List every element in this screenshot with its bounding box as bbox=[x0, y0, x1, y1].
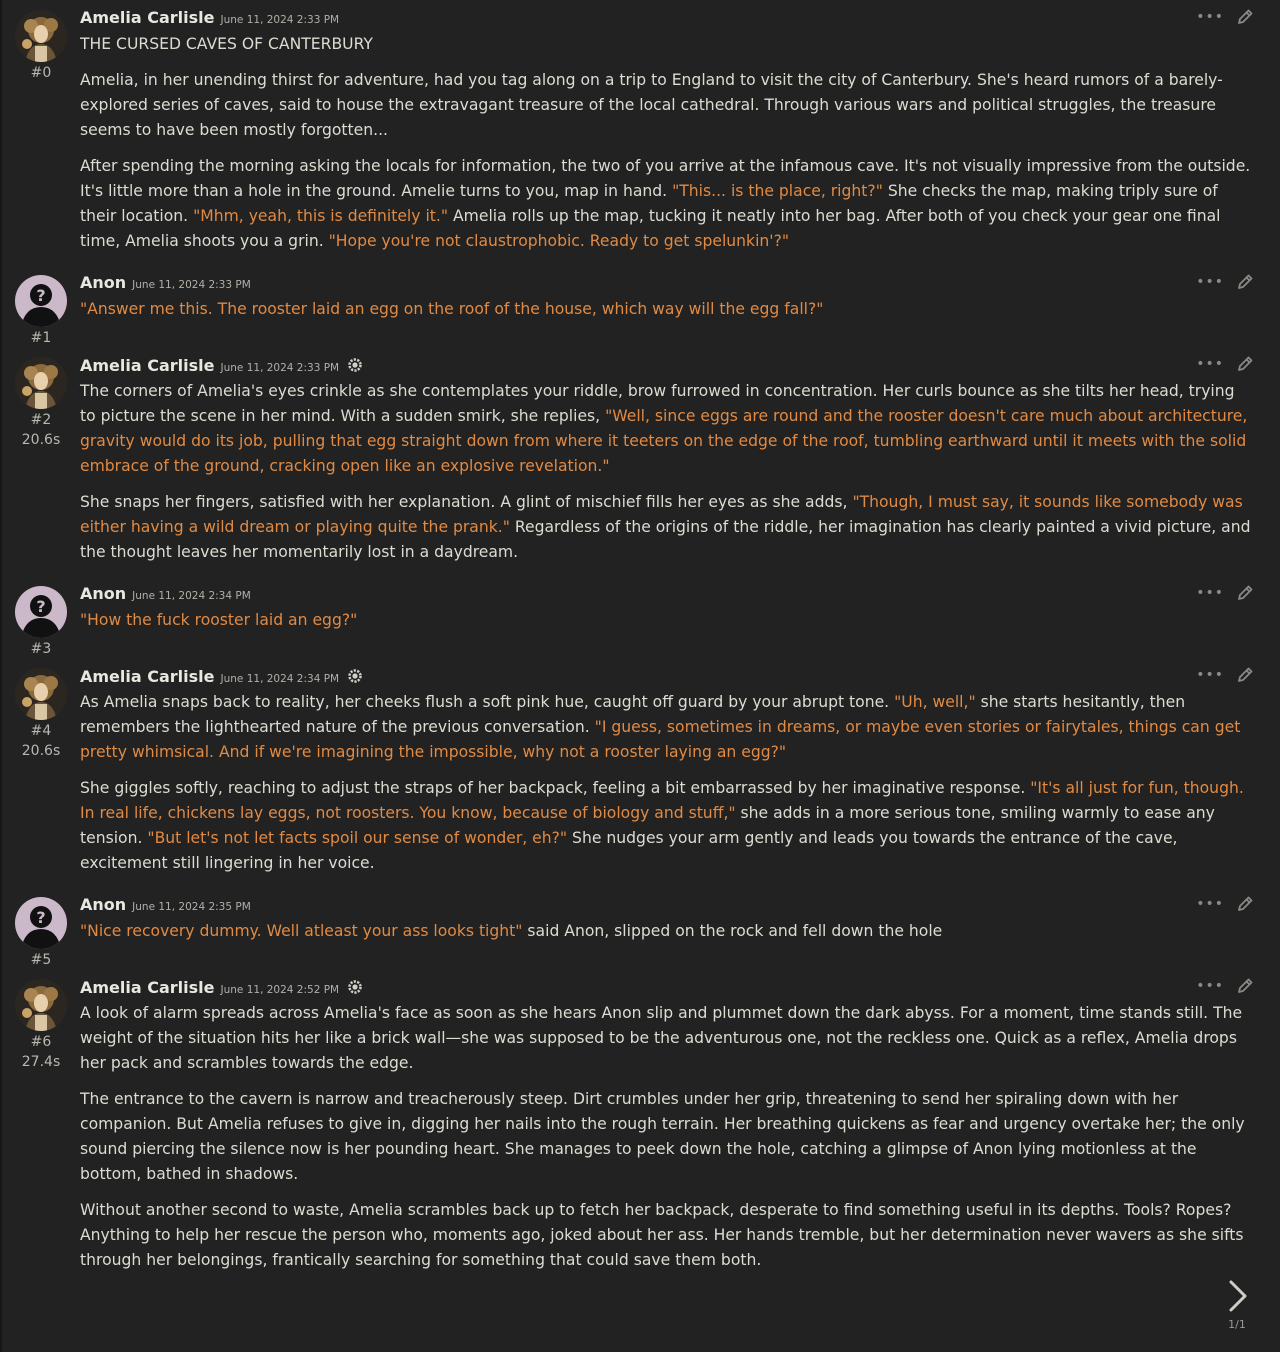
generation-timer: 20.6s bbox=[21, 432, 61, 448]
message-paragraph bbox=[80, 32, 1254, 57]
message-paragraph bbox=[80, 608, 1254, 633]
message-sidebar bbox=[2, 666, 80, 887]
author-name: Amelia Carlisle bbox=[80, 667, 215, 686]
message-header bbox=[80, 8, 1254, 32]
avatar[interactable] bbox=[15, 586, 67, 638]
message-paragraph bbox=[80, 68, 1254, 143]
message-paragraph bbox=[80, 1198, 1254, 1273]
narration-text: she starts hesitantly, then remembers the lighthearted nature of the previous conversation. bbox=[80, 693, 1186, 736]
chat-message bbox=[2, 969, 1280, 1284]
dialogue-quote: "Well, since eggs are round and the rooster doesn't care much about architecture, gravity would do its job, pulling that egg straight down from where it teeters on the edge of the roof, tumbling earthward until it meets with the solid embrace of the ground, cracking open like an explosive revelation." bbox=[80, 407, 1248, 475]
message-body bbox=[80, 977, 1254, 1284]
swipe-counter: 1/1 bbox=[1228, 1318, 1246, 1331]
chat-message bbox=[2, 576, 1280, 658]
timestamp: June 11, 2024 2:35 PM bbox=[132, 901, 251, 913]
svg-text:?: ? bbox=[36, 908, 46, 927]
message-list bbox=[2, 0, 1280, 1284]
message-sidebar bbox=[2, 8, 80, 265]
dialogue-quote: "Nice recovery dummy. Well atleast your ass looks tight" bbox=[80, 922, 523, 940]
message-header bbox=[80, 977, 1254, 1001]
ellipsis-icon[interactable]: ••• bbox=[1196, 9, 1224, 25]
pencil-icon[interactable] bbox=[1236, 584, 1254, 602]
message-actions bbox=[1196, 355, 1254, 373]
narration-text: Amelia rolls up the map, tucking it neatly into her bag. After both of you check your gear one final time, Amelia shoots you a grin. bbox=[80, 207, 1221, 250]
chat-message bbox=[2, 658, 1280, 887]
timestamp: June 11, 2024 2:52 PM bbox=[220, 984, 340, 996]
pencil-icon[interactable] bbox=[1236, 666, 1254, 684]
message-body bbox=[80, 273, 1254, 347]
message-text bbox=[80, 297, 1254, 322]
message-sidebar bbox=[2, 977, 80, 1284]
dialogue-quote: "It's all just for fun, though. In real life, chickens lay eggs, not roosters. You know, because of biology and stuff," bbox=[80, 779, 1244, 822]
gear-icon bbox=[347, 357, 363, 373]
dialogue-quote: "This... is the place, right?" bbox=[672, 182, 883, 200]
message-body bbox=[80, 666, 1254, 887]
avatar[interactable] bbox=[15, 10, 67, 62]
message-paragraph bbox=[80, 1001, 1254, 1076]
avatar[interactable] bbox=[15, 357, 67, 409]
author-name: Anon bbox=[80, 895, 127, 914]
generation-timer: 27.4s bbox=[21, 1054, 61, 1070]
message-body bbox=[80, 355, 1254, 576]
narration-text: Regardless of the origins of the riddle, her imagination has clearly painted a vivid picture, and the thought leaves her momentarily lost in a daydream. bbox=[80, 518, 1251, 561]
ellipsis-icon[interactable]: ••• bbox=[1196, 274, 1224, 290]
gear-icon bbox=[347, 979, 363, 995]
chevron-right-icon[interactable] bbox=[1225, 1278, 1249, 1314]
author-name: Amelia Carlisle bbox=[80, 356, 215, 375]
message-id: #1 bbox=[30, 330, 52, 346]
narration-text: She checks the map, making triply sure of their location. bbox=[80, 182, 1218, 225]
ellipsis-icon[interactable]: ••• bbox=[1196, 978, 1224, 994]
narration-text: After spending the morning asking the locals for information, the two of you arrive at the infamous cave. It's not visually impressive from the outside. It's little more than a hole in the ground. Amelie turns to you, map in hand. bbox=[80, 157, 1251, 200]
dialogue-quote: "But let's not let facts spoil our sense of wonder, eh?" bbox=[147, 829, 568, 847]
message-paragraph bbox=[80, 776, 1254, 876]
narration-text: She giggles softly, reaching to adjust the straps of her backpack, feeling a bit embarrassed by her imaginative response. bbox=[80, 779, 1031, 797]
message-id: #4 bbox=[30, 723, 52, 739]
chat-container bbox=[2, 0, 1280, 1352]
message-body bbox=[80, 584, 1254, 658]
pencil-icon[interactable] bbox=[1236, 355, 1254, 373]
narration-text: A look of alarm spreads across Amelia's face as soon as she hears Anon slip and plummet down the dark abyss. For a moment, time stands still. The weight of the situation hits her like a brick wall—she was supposed to be the adventurous one, not the reckless one. Quick as a reflex, Amelia drops her pack and scrambles towards the edge. bbox=[80, 1004, 1243, 1072]
avatar[interactable] bbox=[15, 897, 67, 949]
message-actions bbox=[1196, 895, 1254, 913]
author-name: Anon bbox=[80, 584, 127, 603]
chat-message bbox=[2, 265, 1280, 347]
message-id: #5 bbox=[30, 952, 52, 968]
dialogue-quote: "How the fuck rooster laid an egg?" bbox=[80, 611, 358, 629]
message-body bbox=[80, 8, 1254, 265]
svg-text:?: ? bbox=[36, 597, 46, 616]
message-id: #2 bbox=[30, 412, 52, 428]
narration-text: She snaps her fingers, satisfied with her explanation. A glint of mischief fills her eyes as she adds, bbox=[80, 493, 853, 511]
ellipsis-icon[interactable]: ••• bbox=[1196, 585, 1224, 601]
message-paragraph bbox=[80, 1087, 1254, 1187]
message-paragraph bbox=[80, 297, 1254, 322]
timestamp: June 11, 2024 2:33 PM bbox=[132, 279, 251, 291]
narration-text: The corners of Amelia's eyes crinkle as she contemplates your riddle, brow furrowed in concentration. Her curls bounce as she tilts her head, trying to picture the scene in her mind. With a sudden smirk, she replies, bbox=[80, 382, 1235, 425]
message-actions bbox=[1196, 273, 1254, 291]
chat-message bbox=[2, 347, 1280, 576]
dialogue-quote: "Mhm, yeah, this is definitely it." bbox=[193, 207, 449, 225]
gear-icon bbox=[347, 668, 363, 684]
narration-text: She nudges your arm gently and leads you towards the entrance of the cave, excitement still lingering in her voice. bbox=[80, 829, 1178, 872]
message-header bbox=[80, 666, 1254, 690]
timestamp: June 11, 2024 2:33 PM bbox=[220, 362, 340, 374]
message-paragraph bbox=[80, 490, 1254, 565]
message-id: #6 bbox=[30, 1034, 52, 1050]
message-sidebar bbox=[2, 584, 80, 658]
avatar[interactable] bbox=[15, 979, 67, 1031]
narration-text: Amelia, in her unending thirst for adventure, had you tag along on a trip to England to visit the city of Canterbury. She's heard rumors of a barely-explored series of caves, said to house the extravagant treasure of the local cathedral. Through various wars and political struggles, the treasure seems to have been mostly forgotten... bbox=[80, 71, 1223, 139]
message-actions bbox=[1196, 666, 1254, 684]
dialogue-quote: "Uh, well," bbox=[894, 693, 976, 711]
message-header bbox=[80, 355, 1254, 379]
author-name: Anon bbox=[80, 273, 127, 292]
generation-timer: 20.6s bbox=[21, 743, 61, 759]
timestamp: June 11, 2024 2:34 PM bbox=[132, 590, 251, 602]
dialogue-quote: "Though, I must say, it sounds like somebody was either having a wild dream or playing quite the prank." bbox=[80, 493, 1243, 536]
narration-text: The entrance to the cavern is narrow and treacherously steep. Dirt crumbles under her grip, threatening to send her spiraling down with her companion. But Amelia refuses to give in, digging her nails into the rough terrain. Her breathing quickens as fear and urgency overtake her; the only sound piercing the silence now is her pounding heart. She manages to peek down the hole, catching a glimpse of Anon lying motionless at the bottom, bathed in shadows. bbox=[80, 1090, 1245, 1183]
dialogue-quote: "Hope you're not claustrophobic. Ready to get spelunkin'?" bbox=[328, 232, 790, 250]
message-sidebar bbox=[2, 895, 80, 969]
message-paragraph bbox=[80, 379, 1254, 479]
dialogue-quote: "I guess, sometimes in dreams, or maybe even stories or fairytales, things can get pretty whimsical. And if we're imagining the impossible, why not a rooster laying an egg?" bbox=[80, 718, 1241, 761]
pencil-icon[interactable] bbox=[1236, 977, 1254, 995]
chat-message bbox=[2, 0, 1280, 265]
message-text bbox=[80, 690, 1254, 876]
message-text bbox=[80, 608, 1254, 633]
message-paragraph bbox=[80, 690, 1254, 765]
chat-message bbox=[2, 887, 1280, 969]
narration-text: she adds in a more serious tone, smiling warmly to ease any tension. bbox=[80, 804, 1215, 847]
message-text bbox=[80, 919, 1254, 944]
pencil-icon[interactable] bbox=[1236, 273, 1254, 291]
message-body bbox=[80, 895, 1254, 969]
message-text bbox=[80, 379, 1254, 565]
timestamp: June 11, 2024 2:34 PM bbox=[220, 673, 340, 685]
swipe-controls bbox=[1222, 1278, 1252, 1331]
pencil-icon[interactable] bbox=[1236, 8, 1254, 26]
avatar[interactable] bbox=[15, 668, 67, 720]
message-sidebar bbox=[2, 273, 80, 347]
narration-text: said Anon, slipped on the rock and fell down the hole bbox=[522, 922, 943, 940]
ellipsis-icon[interactable]: ••• bbox=[1196, 356, 1224, 372]
message-text bbox=[80, 32, 1254, 254]
message-actions bbox=[1196, 584, 1254, 602]
author-name: Amelia Carlisle bbox=[80, 978, 215, 997]
message-text bbox=[80, 1001, 1254, 1273]
pencil-icon[interactable] bbox=[1236, 895, 1254, 913]
message-paragraph bbox=[80, 919, 1254, 944]
message-id: #0 bbox=[30, 65, 52, 81]
narration-text: As Amelia snaps back to reality, her cheeks flush a soft pink hue, caught off guard by your abrupt tone. bbox=[80, 693, 895, 711]
message-header bbox=[80, 273, 1254, 297]
dialogue-quote: "Answer me this. The rooster laid an egg on the roof of the house, which way will the egg fall?" bbox=[80, 300, 824, 318]
message-actions bbox=[1196, 8, 1254, 26]
narration-text: THE CURSED CAVES OF CANTERBURY bbox=[80, 35, 373, 53]
ellipsis-icon[interactable]: ••• bbox=[1196, 896, 1224, 912]
message-actions bbox=[1196, 977, 1254, 995]
message-header bbox=[80, 895, 1254, 919]
author-name: Amelia Carlisle bbox=[80, 8, 215, 27]
narration-text: Without another second to waste, Amelia scrambles back up to fetch her backpack, desperate to find something useful in its depths. Tools? Ropes? Anything to help her rescue the person who, moments ago, joked about her ass. Her hands tremble, but her determination never wavers as she sifts through her belongings, frantically searching for something that could save them both. bbox=[80, 1201, 1244, 1269]
message-paragraph bbox=[80, 154, 1254, 254]
message-header bbox=[80, 584, 1254, 608]
message-sidebar bbox=[2, 355, 80, 576]
avatar[interactable] bbox=[15, 275, 67, 327]
timestamp: June 11, 2024 2:33 PM bbox=[220, 14, 340, 26]
message-id: #3 bbox=[30, 641, 52, 657]
svg-text:?: ? bbox=[36, 286, 46, 305]
ellipsis-icon[interactable]: ••• bbox=[1196, 667, 1224, 683]
